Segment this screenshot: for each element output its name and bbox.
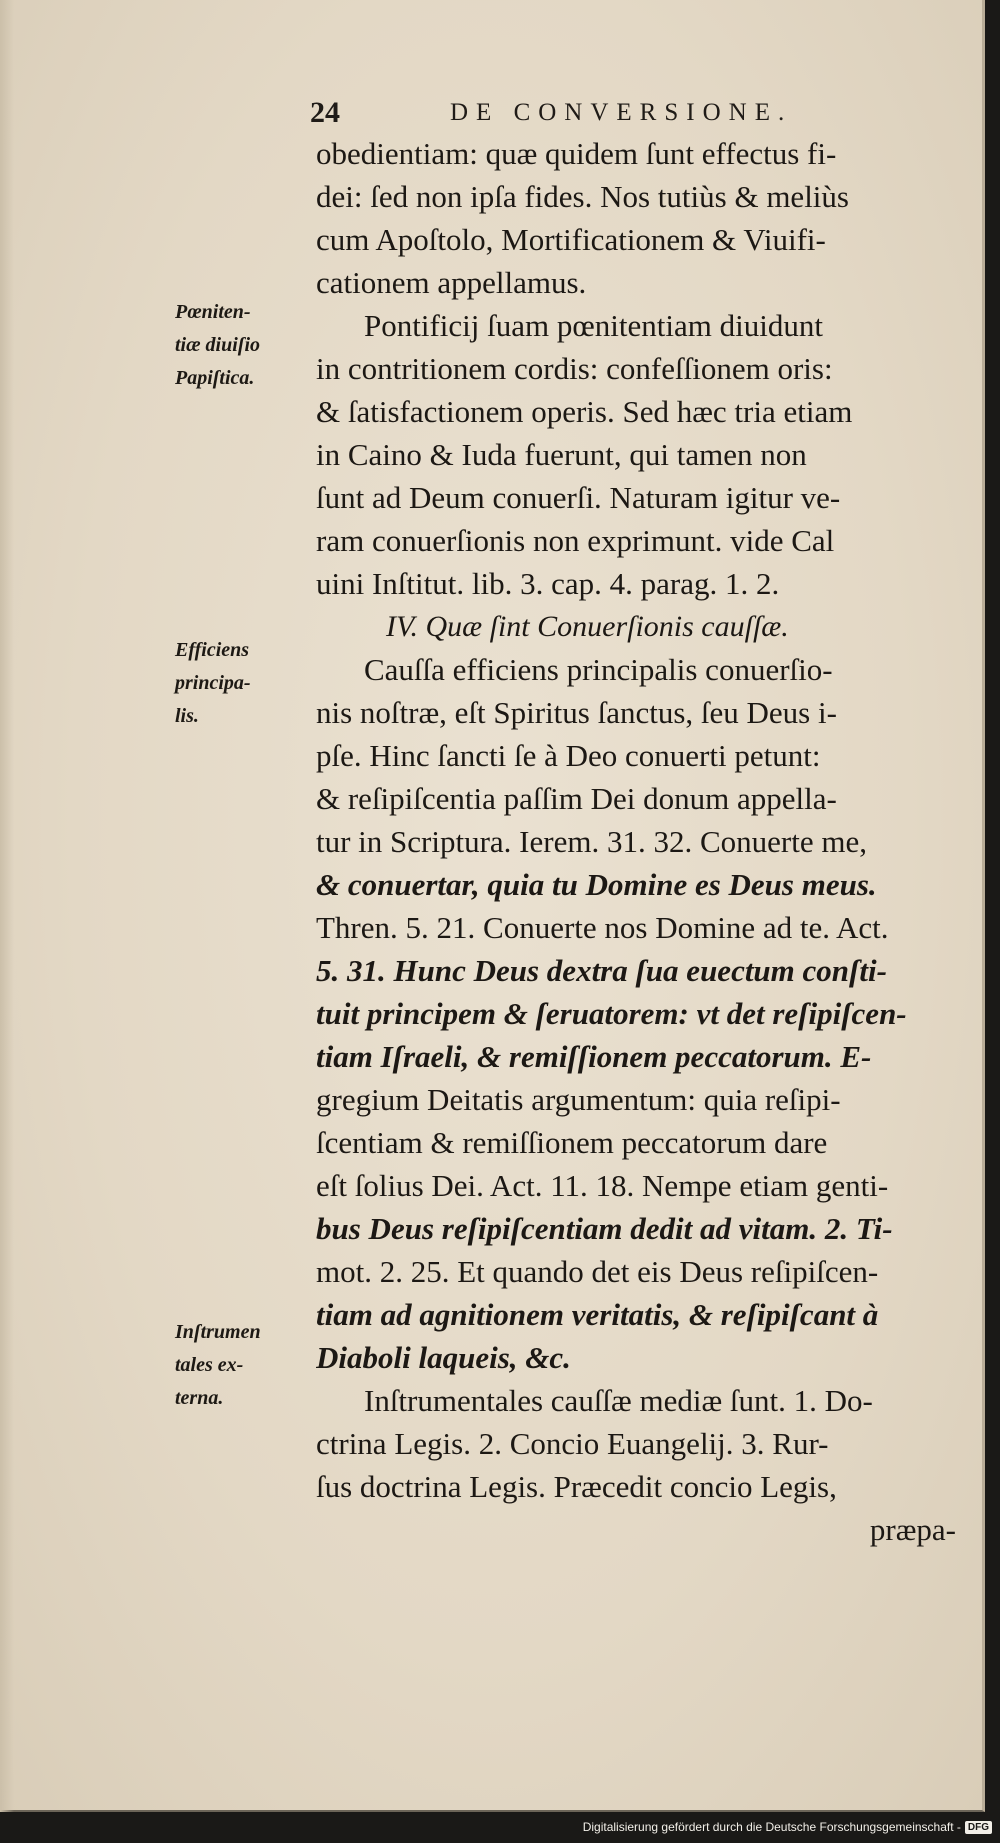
text-line: ram conuerſionis non exprimunt. vide Cal [316,523,835,558]
margin-note-line: Efficiens [175,639,250,661]
dfg-logo: DFG [965,1821,992,1834]
text-line: bus Deus reſipiſcentiam dedit ad vitam. 2. Ti- [316,1211,893,1246]
margin-note-line: tiæ diuiſio [175,334,261,356]
text-line: & ſatisfactionem operis. Sed hæc tria etiam [316,394,853,429]
page-number: 24 [310,96,340,129]
text-line: Cauſſa efficiens principalis conuerſio- [364,652,833,687]
text-line: ctrina Legis. 2. Concio Euangelij. 3. Rur- [316,1426,829,1461]
text-line: cationem appellamus. [316,265,587,300]
text-line: Pontificij ſuam pœnitentiam diuidunt [364,308,823,343]
text-line: tiam ad agnitionem veritatis, & reſipiſcant à [316,1297,879,1332]
text-line: in contritionem cordis: confeſſionem oris: [316,351,833,386]
text-line: tiam Iſraeli, & remiſſionem peccatorum. E- [316,1039,872,1074]
main-text-block [316,132,956,1551]
margin-note-line: Pœniten- [175,301,251,323]
text-line: & reſipiſcentia paſſim Dei donum appella- [316,781,837,816]
text-line: ſus doctrina Legis. Præcedit concio Legis, [316,1469,837,1504]
text-line: Thren. 5. 21. Conuerte nos Domine ad te. Act. [316,910,889,945]
text-line: gregium Deitatis argumentum: quia reſipi- [316,1082,841,1117]
text-line: 5. 31. Hunc Deus dextra ſua euectum conſti- [316,953,887,988]
footer-credit: Digitalisierung gefördert durch die Deutsche Forschungsgemeinschaft - [582,1820,961,1834]
margin-note-line: tales ex- [175,1354,244,1376]
text-line: pſe. Hinc ſancti ſe à Deo conuerti petunt: [316,738,821,773]
text-line: tuit principem & ſeruatorem: vt det reſipiſcen- [316,996,907,1031]
text-line: cum Apoſtolo, Mortificationem & Viuifi- [316,222,826,257]
margin-note-efficiens [175,634,315,733]
margin-note-instrumentales [175,1316,315,1415]
margin-note-line: terna. [175,1387,224,1409]
text-line: Diaboli laqueis, &c. [316,1340,571,1375]
running-title: DE CONVERSIONE. [450,99,793,126]
text-line: uini Inſtitut. lib. 3. cap. 4. parag. 1. 2. [316,566,780,601]
text-line: & conuertar, quia tu Domine es Deus meus. [316,867,877,902]
margin-note-line: principa- [175,672,251,694]
margin-note-line: lis. [175,705,199,727]
margin-note-line: Inſtrumen [175,1321,261,1343]
catchword: præpa- [869,1512,956,1547]
section-heading: IV. Quæ ſint Conuerſionis cauſſæ. [386,610,789,643]
text-line: in Caino & Iuda fuerunt, qui tamen non [316,437,807,472]
text-line: ſcentiam & remiſſionem peccatorum dare [316,1125,828,1160]
text-line: tur in Scriptura. Ierem. 31. 32. Conuerte me, [316,824,867,859]
text-line: dei: ſed non ipſa fides. Nos tutiùs & meliùs [316,179,849,214]
text-line: mot. 2. 25. Et quando det eis Deus reſipiſcen- [316,1254,879,1289]
running-head [310,96,970,132]
text-line: eſt ſolius Dei. Act. 11. 18. Nempe etiam genti- [316,1168,889,1203]
margin-note-poenitentia [175,296,315,395]
page-gutter-shadow [0,0,14,1812]
text-line: obedientiam: quæ quidem ſunt effectus fi- [316,136,837,171]
text-line: ſunt ad Deum conuerſi. Naturam igitur ve- [316,480,841,515]
margin-note-line: Papiſtica. [175,367,255,389]
text-line: nis noſtræ, eſt Spiritus ſanctus, ſeu Deus i- [316,695,837,730]
text-line: Inſtrumentales cauſſæ mediæ ſunt. 1. Do- [364,1383,873,1418]
digitization-footer [583,1817,992,1837]
